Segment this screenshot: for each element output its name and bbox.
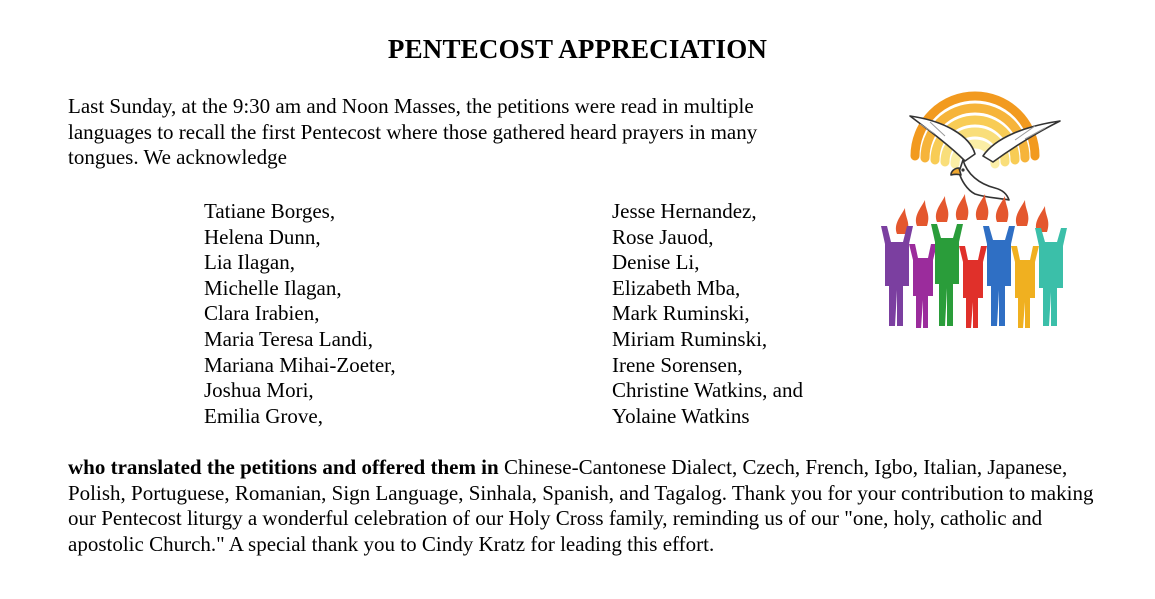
list-item: Joshua Mori,: [204, 378, 314, 403]
closing-lead: who translated the petitions and offered them in: [68, 455, 499, 479]
list-item: Rose Jauod,: [612, 224, 714, 249]
list-item: Maria Teresa Landi,: [204, 326, 373, 351]
list-item: Denise Li,: [612, 250, 700, 275]
list-item: Lia Ilagan,: [204, 250, 295, 275]
list-item: Miriam Ruminski,: [612, 326, 768, 351]
closing-body: Chinese-Cantonese Dialect, Czech, French, Igbo, Italian, Japanese, Polish, Portuguese, Romanian, Sign Language, Sinhala, Spanish, and Tagalog. Thank you for your contribution to making our Pentecost liturgy a wonderful celebration of our Holy Cross family, reminding us of our "one, holy, catholic and apostolic Church." A special thank you to Cindy Kratz for leading this effort.: [68, 455, 1094, 557]
list-item: Elizabeth Mba,: [612, 275, 741, 300]
names-list-right: [612, 199, 803, 429]
list-item: Mark Ruminski,: [612, 301, 750, 326]
list-item: Mariana Mihai-Zoeter,: [204, 352, 396, 377]
names-list-left: [204, 199, 396, 429]
list-item: Tatiane Borges,: [204, 199, 336, 223]
intro-paragraph: Last Sunday, at the 9:30 am and Noon Masses, the petitions were read in multiple languages to recall the first Pentecost where those gathered heard prayers in many tongues. We acknowledge: [68, 94, 758, 169]
closing-paragraph: [68, 455, 1108, 558]
list-item: Irene Sorensen,: [612, 352, 743, 377]
list-item: Christine Watkins, and: [612, 378, 803, 403]
people-icon: [881, 224, 1067, 328]
list-item: Emilia Grove,: [204, 403, 323, 428]
pentecost-dove-icon: [875, 76, 1075, 331]
list-item: Yolaine Watkins: [612, 403, 750, 428]
list-item: Helena Dunn,: [204, 224, 321, 249]
list-item: Michelle Ilagan,: [204, 275, 342, 300]
flame-icon: [896, 194, 1048, 234]
list-item: Jesse Hernandez,: [612, 199, 757, 223]
list-item: Clara Irabien,: [204, 301, 320, 326]
page-title: PENTECOST APPRECIATION: [387, 34, 768, 64]
